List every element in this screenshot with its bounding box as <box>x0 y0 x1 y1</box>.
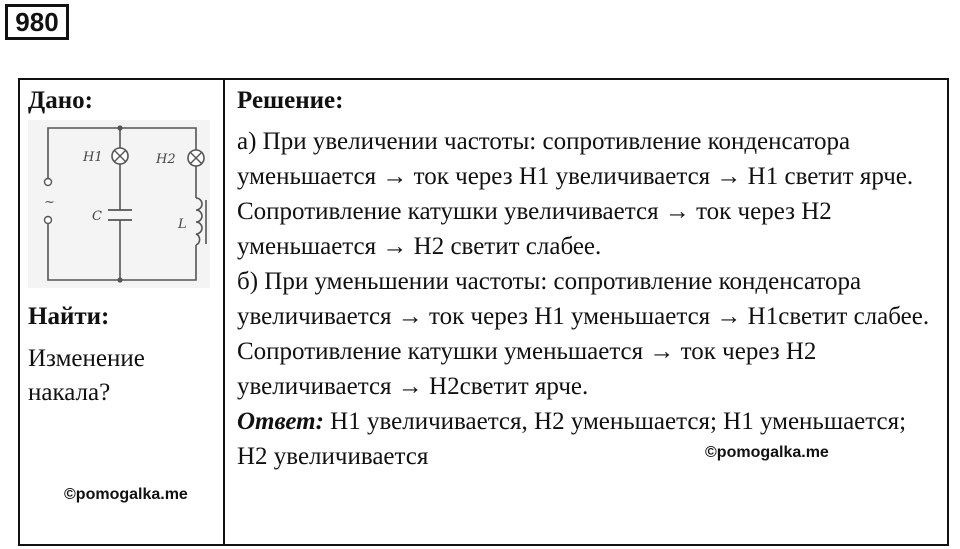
task-number: 980 <box>5 4 69 40</box>
find-question <box>28 342 218 410</box>
solution-header: Решение: <box>237 87 344 114</box>
solution-part-a: а) При увеличении частоты: сопротивление конденсатора уменьшается → ток через H1 увеличивается → H1 светит ярче. Сопротивление катушки увеличивается → ток через H2 уменьшается → H2 светит слабее. <box>237 128 914 260</box>
watermark: ©pomogalka.me <box>64 486 188 503</box>
label-c: C <box>92 209 102 224</box>
answer <box>237 404 942 474</box>
given-header: Дано: <box>28 87 93 114</box>
solution-body <box>237 124 942 474</box>
svg-text:~: ~ <box>44 195 55 210</box>
label-h2: H2 <box>156 152 176 167</box>
find-header: Найти: <box>28 303 110 330</box>
solution-column <box>225 80 947 544</box>
label-l: L <box>178 217 187 232</box>
watermark: ©pomogalka.me <box>705 444 829 461</box>
circuit-diagram <box>28 120 210 288</box>
answer-label: Ответ: <box>237 408 324 435</box>
solution-part-b: б) При уменьшении частоты: сопротивление конденсатора увеличивается → ток через H1 уменьшается → H1светит слабее. Сопротивление катушки уменьшается → ток через H2 увеличивается → H2светит ярче. <box>237 268 930 400</box>
solution-table <box>18 78 949 546</box>
find-line: Изменение <box>28 345 145 372</box>
answer-text: H1 увеличивается, H2 уменьшается; H1 уменьшается; H2 увеличивается <box>237 408 907 470</box>
lamp-icon <box>188 150 204 166</box>
find-line: накала? <box>28 379 111 406</box>
given-column <box>20 80 225 544</box>
label-h1: H1 <box>83 150 103 165</box>
lamp-icon <box>112 148 128 164</box>
